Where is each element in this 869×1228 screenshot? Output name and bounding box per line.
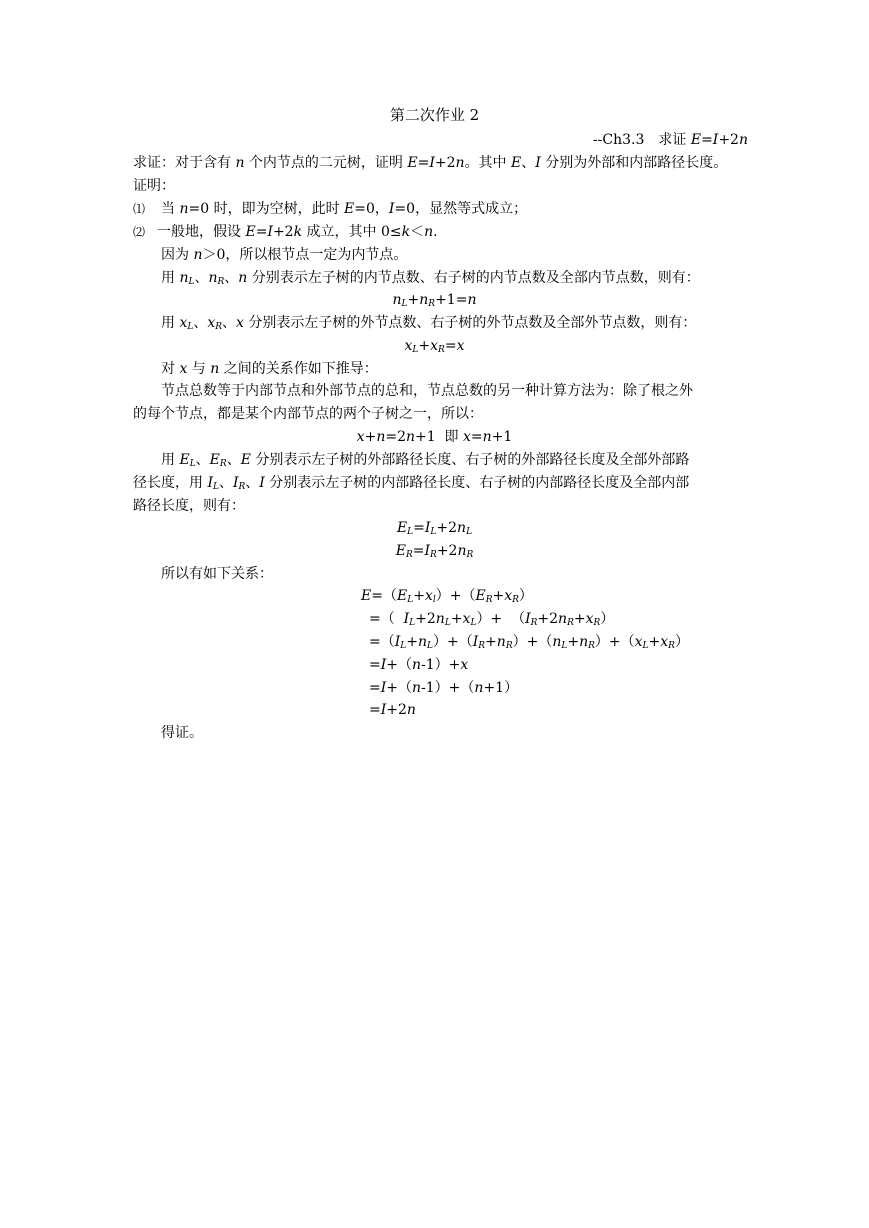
- subscript: R: [588, 641, 595, 651]
- text: =: [255, 224, 268, 240]
- text: 个内节点的二元树，证明: [244, 155, 408, 171]
- subscript: L: [212, 482, 219, 492]
- text: +: [492, 588, 505, 604]
- text: +（: [386, 680, 412, 696]
- text: 因为: [161, 247, 194, 263]
- text: +1=: [435, 292, 468, 308]
- subscript: R: [530, 618, 538, 628]
- path-definition-line-2: [133, 474, 689, 492]
- text: +（: [386, 657, 412, 673]
- subscript: R: [668, 641, 675, 651]
- subscript: R: [217, 277, 225, 287]
- text: +2: [386, 702, 407, 718]
- text: =0，: [354, 201, 389, 217]
- text: 一般地，假设: [157, 224, 246, 240]
- subscript: R: [238, 482, 246, 492]
- text: 分别为外部和内部路径长度。: [540, 155, 728, 171]
- subscript: L: [561, 641, 568, 651]
- var: n: [417, 634, 428, 650]
- var: E: [396, 588, 408, 604]
- var: n: [179, 270, 189, 286]
- var: n: [552, 634, 562, 650]
- text: +1）: [483, 680, 519, 696]
- root-statement: [161, 246, 407, 264]
- var: x: [460, 657, 469, 673]
- text: =: [412, 543, 425, 559]
- text: 之间的关系作如下推导：: [219, 361, 378, 377]
- var: x: [504, 588, 513, 604]
- subscript: L: [642, 641, 649, 651]
- var: x: [356, 429, 365, 445]
- var: E: [396, 520, 408, 536]
- equation-external-count: [0, 337, 869, 355]
- subscript: R: [478, 641, 486, 651]
- var: x: [236, 315, 244, 331]
- text: ）+（: [594, 634, 635, 650]
- text: 用: [161, 270, 180, 286]
- text: 、: [245, 475, 260, 491]
- text: ）+（: [512, 634, 553, 650]
- var: x: [463, 429, 471, 445]
- subscript: R: [428, 299, 436, 309]
- text: =: [417, 155, 430, 171]
- var: n: [376, 429, 386, 445]
- text: +1 即: [415, 429, 464, 445]
- text: 分别表示左子树的内部路径长度、右子树的内部路径长度及全部内部: [264, 475, 690, 491]
- var: E: [395, 543, 406, 559]
- var: I: [525, 611, 531, 627]
- text: ＜: [410, 224, 425, 240]
- var: n: [235, 155, 245, 171]
- var: I: [394, 634, 401, 650]
- var: x: [462, 611, 471, 627]
- var: I: [424, 543, 431, 559]
- var: x: [430, 338, 439, 354]
- subscript: L: [401, 299, 408, 309]
- var: n: [496, 634, 506, 650]
- text: 分别表示左子树的内节点数、右子树的内节点数及全部内节点数，则有：: [247, 270, 700, 286]
- text: 当: [161, 201, 180, 217]
- var: I: [424, 520, 431, 536]
- var: I: [267, 224, 273, 240]
- text: +: [648, 634, 661, 650]
- text: ）+ （: [476, 611, 526, 627]
- text: ）+（: [433, 634, 473, 650]
- text: 、: [218, 475, 233, 491]
- text: [644, 132, 658, 148]
- text: 、: [224, 270, 239, 286]
- var: x: [179, 315, 188, 331]
- text: 求证: [658, 132, 691, 148]
- text: +2: [272, 224, 294, 240]
- var: I: [429, 155, 435, 171]
- var: k: [293, 224, 303, 240]
- var: n: [457, 520, 467, 536]
- external-node-definition: [161, 314, 696, 332]
- text: +: [413, 588, 425, 604]
- var: n: [558, 611, 568, 627]
- var: n: [424, 224, 434, 240]
- subscript: L: [466, 527, 473, 537]
- text: 与: [187, 361, 211, 377]
- step-number: ⑴: [133, 202, 146, 216]
- text: =（: [369, 611, 404, 627]
- subscript: L: [187, 322, 194, 332]
- path-definition-line-3: 路径长度，则有：: [133, 498, 245, 514]
- var: E: [407, 155, 418, 171]
- var: I: [403, 611, 410, 627]
- text: 分别表示左子树的外节点数、右子树的外节点数及全部外节点数，则有：: [243, 315, 697, 331]
- text: =2: [385, 429, 406, 445]
- equation-left-path: [0, 519, 869, 537]
- var: n: [435, 611, 445, 627]
- text: --Ch3.3: [592, 132, 645, 148]
- chapter-subtitle: [593, 131, 748, 149]
- var: E: [179, 452, 190, 468]
- var: n: [405, 429, 416, 445]
- var: I: [380, 680, 387, 696]
- text: +: [450, 611, 463, 627]
- text: ＞0，所以根节点一定为内节点。: [202, 247, 408, 263]
- text: 分别表示左子树的外部路径长度、右子树的外部路径长度及全部外部路: [250, 452, 690, 468]
- equation-node-total: [0, 428, 869, 446]
- text: =: [444, 338, 457, 354]
- var: n: [579, 634, 589, 650]
- proof-step-2: [133, 223, 438, 241]
- paragraph-line-2: 的每个节点，都是某个内部节点的两个子树之一，所以：: [133, 406, 483, 422]
- text: 径长度，用: [133, 475, 208, 491]
- paragraph-line-1: 节点总数等于内部节点和外部节点的总和，节点总数的另一种计算方法为：除了根之外: [161, 383, 693, 399]
- text: =（: [369, 634, 395, 650]
- var: I: [388, 201, 395, 217]
- subscript: L: [400, 641, 407, 651]
- var: x: [585, 611, 594, 627]
- text: =（: [371, 588, 397, 604]
- var: I: [207, 475, 213, 491]
- var: n: [474, 680, 484, 696]
- subscript: R: [505, 641, 513, 651]
- text: 用: [161, 315, 180, 331]
- equation-internal-count: [0, 291, 869, 309]
- var: I: [380, 702, 387, 718]
- var: E: [344, 201, 355, 217]
- text: +: [407, 292, 420, 308]
- derivation-line-3: [369, 633, 689, 651]
- text: ）: [674, 634, 689, 650]
- var: n: [179, 201, 189, 217]
- subscript: R: [438, 345, 445, 355]
- text: 、: [193, 315, 208, 331]
- var: I: [712, 132, 719, 148]
- text: =0 时，即为空树，此时: [188, 201, 345, 217]
- var: n: [455, 155, 465, 171]
- var: n: [467, 292, 477, 308]
- text: =0，显然等式成立；: [394, 201, 528, 217]
- var: I: [535, 155, 541, 171]
- var: n: [482, 429, 492, 445]
- var: I: [472, 634, 479, 650]
- subscript: L: [430, 527, 437, 537]
- var: x: [179, 361, 188, 377]
- subscript: R: [567, 618, 574, 628]
- var: n: [406, 702, 416, 718]
- subscript: R: [512, 595, 519, 605]
- subscript: R: [466, 550, 474, 560]
- text: 、: [521, 155, 536, 171]
- text: 、: [195, 452, 210, 468]
- text: =: [369, 702, 381, 718]
- text: +: [364, 429, 377, 445]
- text: 求证：对于含有: [133, 155, 236, 171]
- derivation-line-5: [369, 679, 518, 697]
- var: n: [238, 270, 248, 286]
- var: n: [208, 270, 218, 286]
- var: E: [511, 155, 522, 171]
- var: I: [259, 475, 265, 491]
- text: =: [369, 680, 381, 696]
- var: E: [209, 452, 220, 468]
- var: n: [392, 292, 402, 308]
- text: 、: [194, 270, 209, 286]
- subscript: R: [215, 322, 223, 332]
- text: 、: [222, 315, 237, 331]
- subscript: L: [407, 527, 414, 537]
- var: n: [412, 657, 422, 673]
- path-definition-line-1: [161, 451, 689, 469]
- relation-label: 所以有如下关系：: [161, 566, 273, 582]
- var: I: [232, 475, 239, 491]
- var: x: [634, 634, 643, 650]
- text: +2: [537, 611, 559, 627]
- text: +2: [436, 543, 458, 559]
- text: +2: [434, 155, 456, 171]
- var: E: [240, 452, 251, 468]
- text: 用: [161, 452, 180, 468]
- text: =: [369, 657, 381, 673]
- text: 。其中: [464, 155, 512, 171]
- equation-right-path: [0, 542, 869, 560]
- subscript: R: [485, 595, 493, 605]
- var: n: [210, 361, 220, 377]
- text: -1）+（: [421, 680, 475, 696]
- subscript: R: [593, 618, 601, 628]
- var: I: [380, 657, 387, 673]
- text: ）: [518, 588, 533, 604]
- problem-statement: [133, 154, 727, 172]
- subscript: L: [470, 618, 477, 628]
- var: E: [690, 132, 702, 148]
- derivation-line-1: [361, 587, 533, 605]
- var: k: [401, 224, 411, 240]
- text: 成立，其中 0≤: [302, 224, 402, 240]
- var: E: [475, 588, 486, 604]
- page-title: 第二次作业 2: [389, 106, 480, 124]
- subscript: L: [407, 595, 414, 605]
- text: 对: [161, 361, 180, 377]
- text: +2: [415, 611, 436, 627]
- subscript: L: [188, 277, 195, 287]
- var: n: [193, 247, 203, 263]
- var: n: [412, 680, 422, 696]
- text: +: [567, 634, 580, 650]
- text: .: [433, 224, 438, 240]
- text: =: [470, 429, 483, 445]
- subscript: L: [412, 345, 419, 355]
- subscript: l: [432, 595, 436, 605]
- text: -1）+: [421, 657, 461, 673]
- subscript: L: [189, 459, 196, 469]
- derivation-line-6: [369, 701, 416, 719]
- text: +: [418, 338, 431, 354]
- text: ）+（: [435, 588, 476, 604]
- subscript: L: [444, 618, 451, 628]
- var: E: [245, 224, 256, 240]
- relation-intro: [161, 360, 378, 378]
- text: +: [485, 634, 497, 650]
- step-number: ⑵: [133, 225, 146, 239]
- var: x: [404, 338, 413, 354]
- subscript: R: [430, 550, 437, 560]
- text: =: [413, 520, 425, 536]
- text: +2: [436, 520, 458, 536]
- var: x: [456, 338, 465, 354]
- text: ）: [600, 611, 615, 627]
- proof-step-1: [133, 200, 527, 218]
- text: +1: [491, 429, 513, 445]
- var: x: [207, 315, 216, 331]
- derivation-line-2: [369, 610, 614, 628]
- derivation-line-4: [369, 656, 468, 674]
- var: n: [738, 132, 748, 148]
- text: +: [573, 611, 586, 627]
- subscript: R: [405, 550, 413, 560]
- proof-label: 证明：: [133, 178, 175, 194]
- text: 、: [226, 452, 241, 468]
- subscript: L: [409, 618, 416, 628]
- var: x: [424, 588, 433, 604]
- internal-node-definition: [161, 269, 700, 287]
- text: =: [701, 132, 713, 148]
- var: n: [419, 292, 429, 308]
- var: n: [457, 543, 467, 559]
- text: +: [406, 634, 418, 650]
- var: x: [660, 634, 669, 650]
- subscript: L: [427, 641, 433, 651]
- text: +2: [718, 132, 739, 148]
- var: E: [361, 588, 372, 604]
- subscript: R: [219, 459, 227, 469]
- conclusion: 得证。: [161, 725, 203, 741]
